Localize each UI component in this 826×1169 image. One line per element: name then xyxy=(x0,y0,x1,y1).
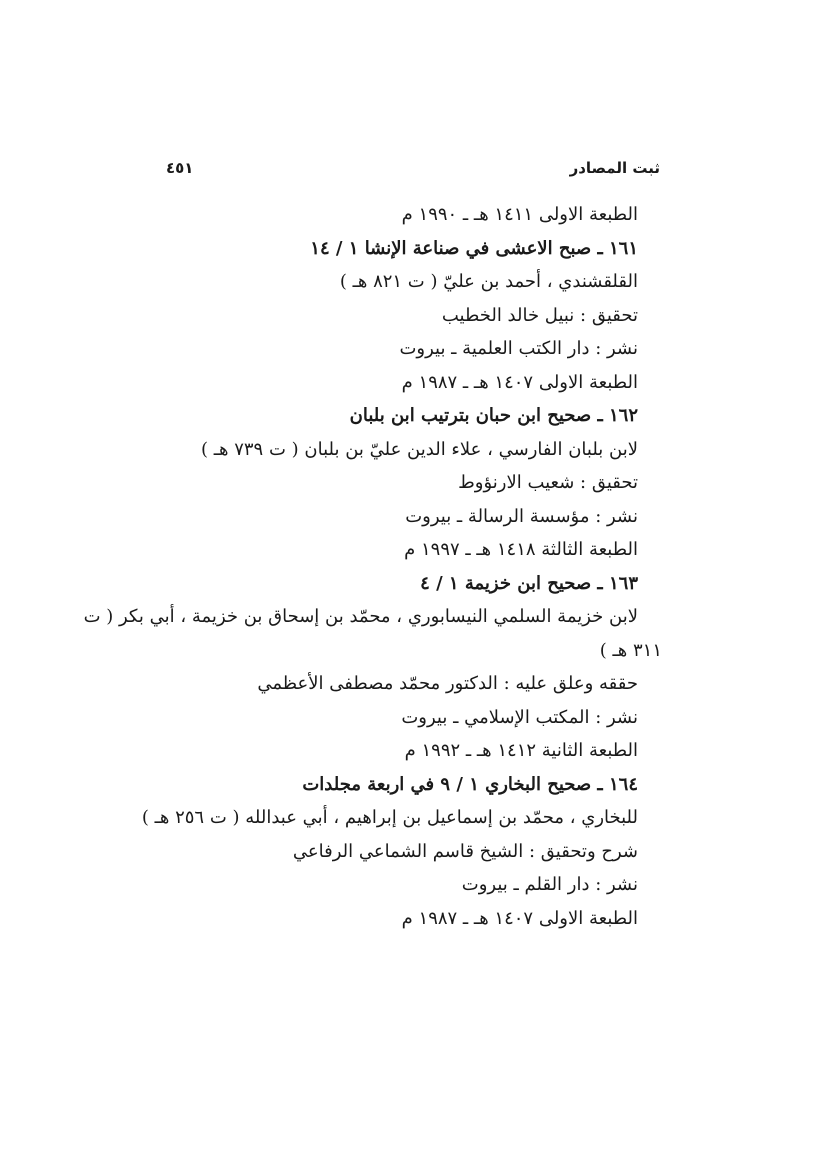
entry-title-161: ١٦١ ـ صبح الاعشى في صناعة الإنشا ١ / ١٤ xyxy=(310,237,638,259)
entry-title-163: ١٦٣ ـ صحيح ابن خزيمة ١ / ٤ xyxy=(420,572,638,594)
running-header xyxy=(166,156,660,180)
entry-title-164: ١٦٤ ـ صحيح البخاري ١ / ٩ في اربعة مجلدات xyxy=(302,773,638,795)
publisher-line: نشر : المكتب الإسلامي ـ بيروت xyxy=(401,706,638,728)
author-line: القلقشندي ، أحمد بن عليّ ( ت ٨٢١ هـ ) xyxy=(339,271,638,292)
publisher-line: نشر : دار الكتب العلمية ـ بيروت xyxy=(399,338,638,359)
editor-line: تحقيق : شعيب الارنؤوط xyxy=(458,472,638,493)
author-line-continuation: ٣١١ هـ ) xyxy=(599,639,662,661)
author-line: لابن بلبان الفارسي ، علاء الدين عليّ بن بلبان ( ت ٧٣٩ هـ ) xyxy=(200,438,638,460)
publisher-line: نشر : دار القلم ـ بيروت xyxy=(461,874,638,895)
editor-line: شرح وتحقيق : الشيخ قاسم الشماعي الرفاعي xyxy=(292,840,638,862)
edition-line: الطبعة الاولى ١٤١١ هـ ـ ١٩٩٠ م xyxy=(401,204,638,225)
page-number: ٤٥١ xyxy=(166,159,194,177)
bibliography-list xyxy=(83,198,662,935)
running-title: ثبت المصادر xyxy=(569,159,660,177)
author-line: للبخاري ، محمّد بن إسماعيل بن إبراهيم ، أبي عبدالله ( ت ٢٥٦ هـ ) xyxy=(141,807,638,828)
edition-line: الطبعة الثانية ١٤١٢ هـ ـ ١٩٩٢ م xyxy=(404,740,638,761)
edition-line: الطبعة الاولى ١٤٠٧ هـ ـ ١٩٨٧ م xyxy=(401,907,638,929)
editor-line: حققه وعلق عليه : الدكتور محمّد مصطفى الأعظمي xyxy=(257,673,638,694)
author-line: لابن خزيمة السلمي النيسابوري ، محمّد بن إسحاق بن خزيمة ، أبي بكر ( ت xyxy=(83,606,638,627)
entry-title-162: ١٦٢ ـ صحيح ابن حبان بترتيب ابن بلبان xyxy=(349,405,638,426)
edition-line: الطبعة الاولى ١٤٠٧ هـ ـ ١٩٨٧ م xyxy=(401,371,638,393)
publisher-line: نشر : مؤسسة الرسالة ـ بيروت xyxy=(405,505,638,527)
edition-line: الطبعة الثالثة ١٤١٨ هـ ـ ١٩٩٧ م xyxy=(404,539,638,560)
editor-line: تحقيق : نبيل خالد الخطيب xyxy=(441,304,638,326)
